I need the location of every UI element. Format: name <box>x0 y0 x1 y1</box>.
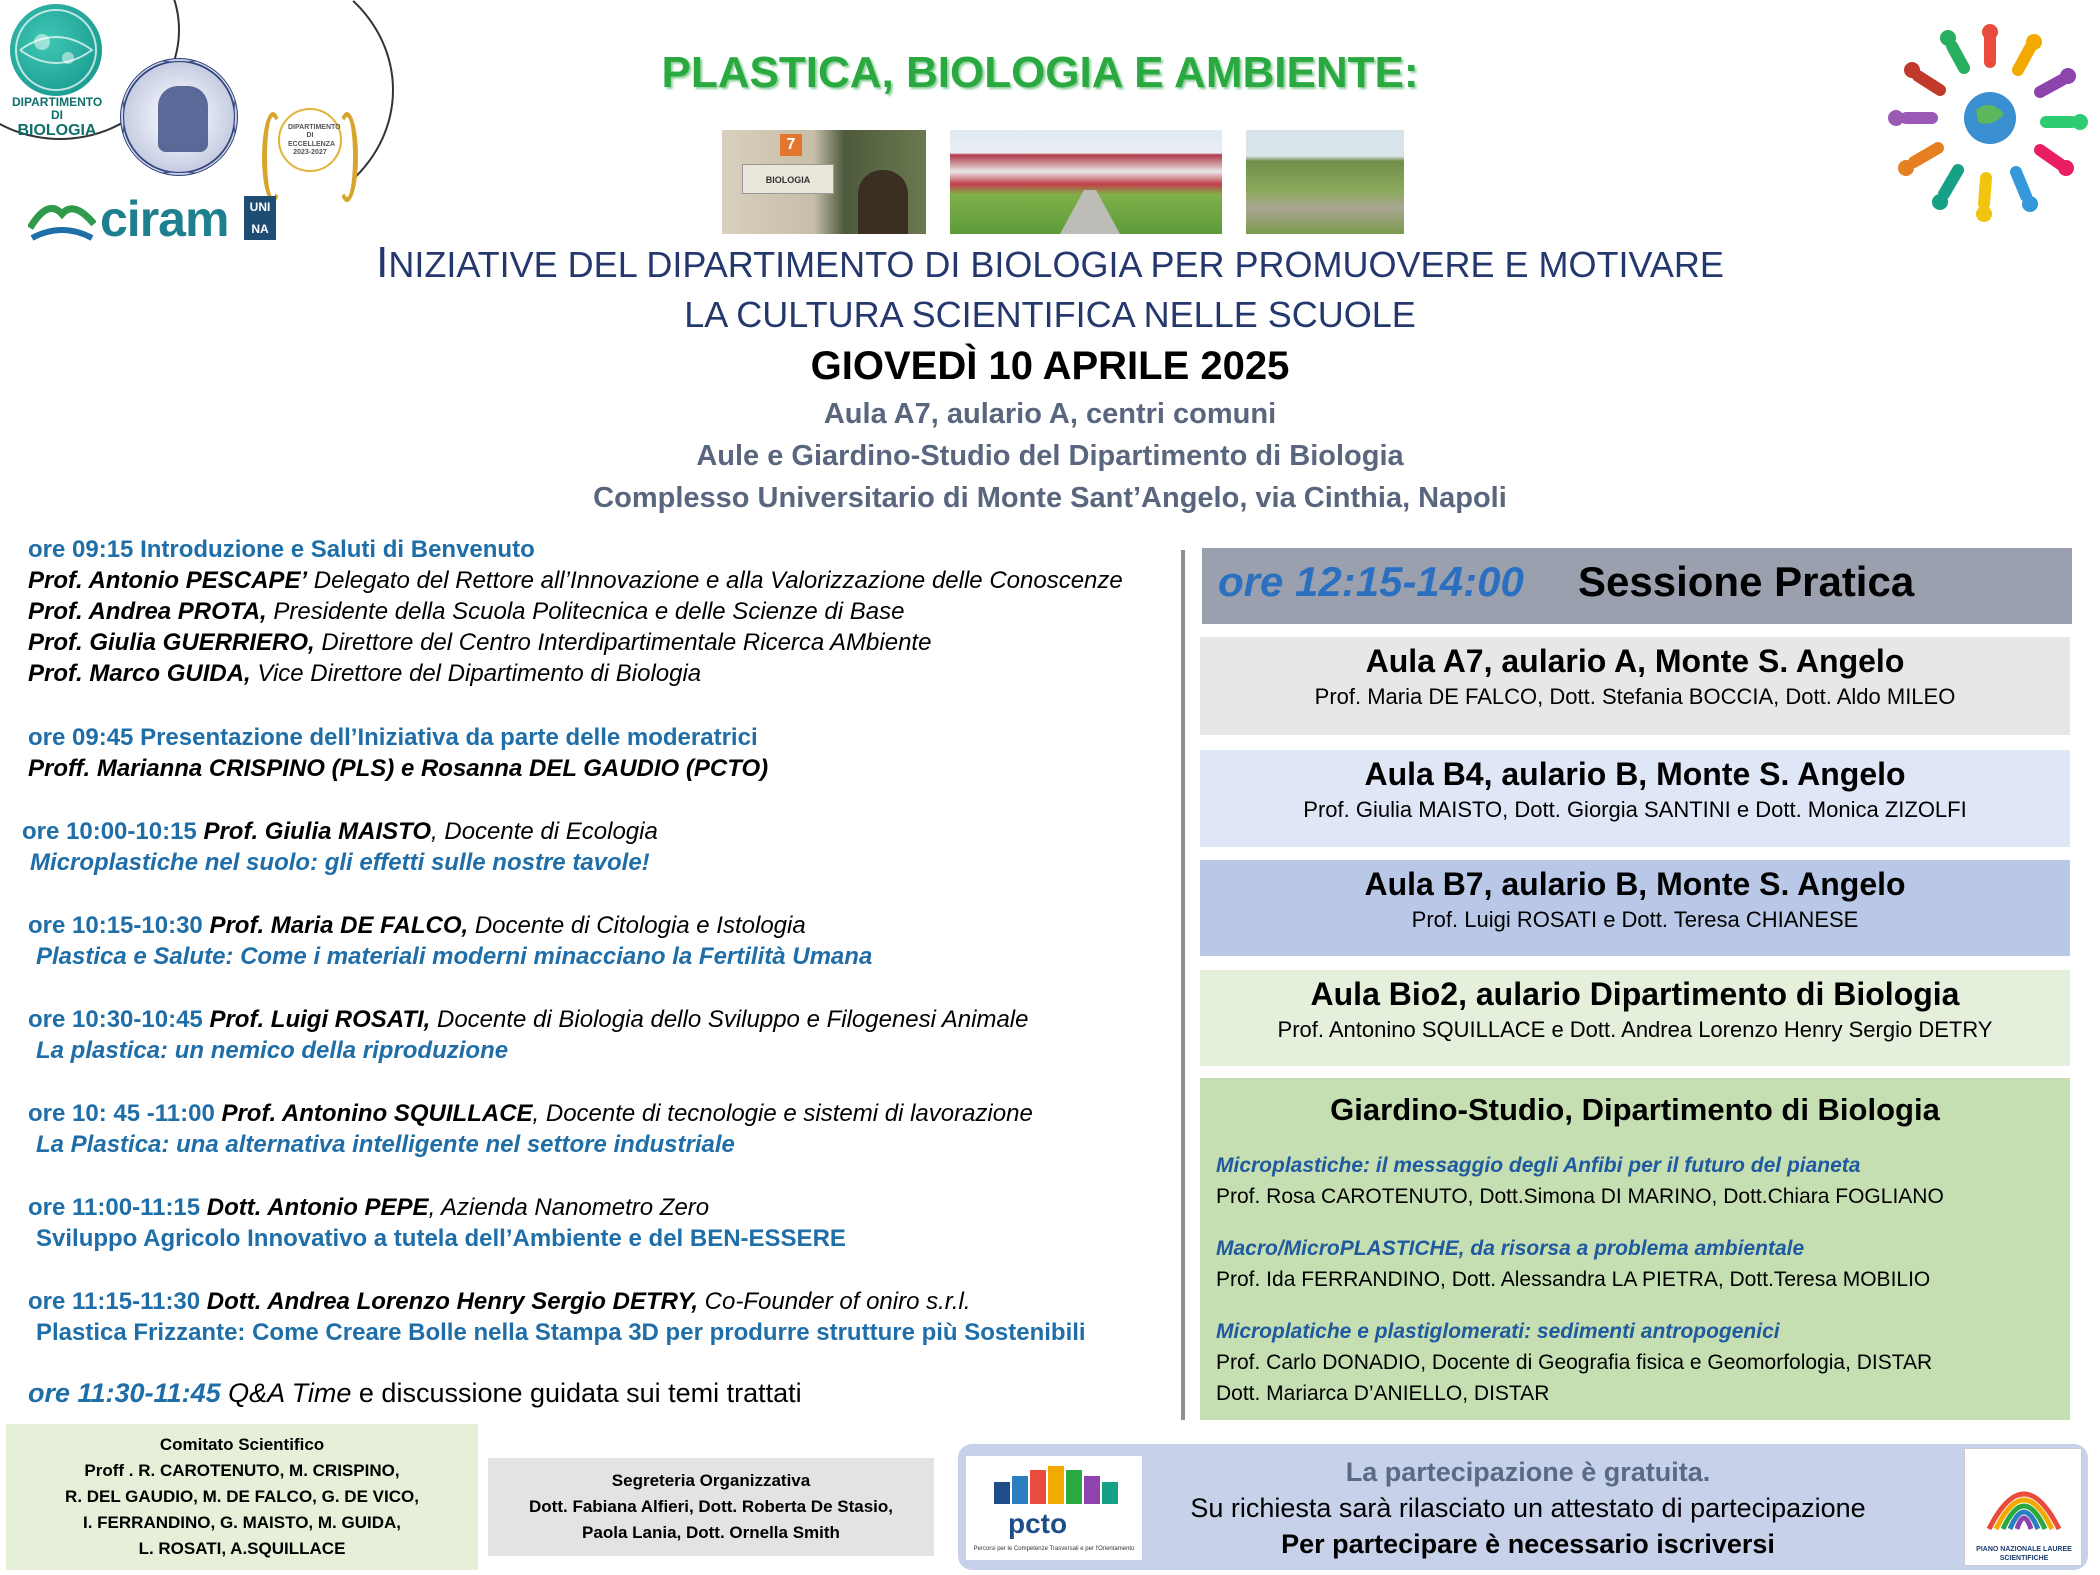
committee-members: R. DEL GAUDIO, M. DE FALCO, G. DE VICO, <box>65 1487 419 1506</box>
speaker-row <box>28 627 1188 658</box>
mur-badge-text: DIPARTIMENTO DI ECCELLENZA 2023-2027 <box>288 124 341 157</box>
room-card <box>1200 750 2070 847</box>
pcto-logo <box>966 1456 1142 1560</box>
activity-people: Prof. Rosa CAROTENUTO, Dott.Simona DI MARINO, Dott.Chiara FOGLIANO <box>1216 1185 1944 1208</box>
campus-buildings-photo <box>950 130 1222 234</box>
organizing-secretariat <box>488 1458 934 1556</box>
pls-rainbow-icon <box>1965 1449 2083 1545</box>
committee-members: I. FERRANDINO, G. MAISTO, M. GUIDA, <box>83 1513 401 1532</box>
talk-role: , Azienda Nanometro Zero <box>428 1194 710 1221</box>
speaker-name: Prof. Andrea PROTA, <box>28 598 267 625</box>
subtitle-initial: I <box>376 238 389 287</box>
speaker-row <box>28 565 1188 596</box>
talk-time: ore 10: 45 -11:00 <box>28 1100 222 1127</box>
pls-tagline: PIANO NAZIONALE LAUREE SCIENTIFICHE <box>1976 1546 2072 1562</box>
room-people: Prof. Giulia MAISTO, Dott. Giorgia SANTINI e Dott. Monica ZIZOLFI <box>1303 797 1967 822</box>
building-sign: BIOLOGIA <box>742 164 834 194</box>
talk-speaker: Prof. Luigi ROSATI, <box>209 1006 431 1033</box>
secretariat-members: Dott. Fabiana Alfieri, Dott. Roberta De Stasio, <box>529 1497 893 1516</box>
certificate-note: Su richiesta sarà rilasciato un attestato di partecipazione <box>1190 1493 1866 1523</box>
room-people: Prof. Luigi ROSATI e Dott. Teresa CHIANESE <box>1411 907 1859 932</box>
talk-speaker: Prof. Giulia MAISTO <box>203 818 432 845</box>
secretariat-heading: Segreteria Organizzativa <box>611 1471 811 1490</box>
talk-role: , Docente di tecnologie e sistemi di lavorazione <box>532 1100 1033 1127</box>
room-name: Aula A7, aulario A, Monte S. Angelo <box>1365 643 1905 679</box>
activity-people: Prof. Carlo DONADIO, Docente di Geografia fisica e Geomorfologia, DISTAR <box>1216 1351 1933 1374</box>
person-figure <box>858 170 908 234</box>
biologia-logo-big: BIOLOGIA <box>17 122 97 140</box>
committee-members: L. ROSATI, A.SQUILLACE <box>138 1539 346 1558</box>
talk-title: La plastica: un nemico della riproduzione <box>36 1037 509 1064</box>
subtitle-line-1-text: NIZIATIVE DEL DIPARTIMENTO DI BIOLOGIA PER PROMUOVERE E MOTIVARE <box>388 244 1724 285</box>
talk-time: ore 10:15-10:30 <box>28 912 210 939</box>
speaker-role: Delegato del Rettore all’Innovazione e alla Valorizzazione delle Conoscenze <box>307 567 1123 594</box>
speaker-name: Prof. Giulia GUERRIERO, <box>28 629 315 656</box>
talk-item <box>28 1286 1188 1348</box>
presentation-time: ore 09:45 Presentazione dell’Iniziativa da parte delle moderatrici <box>28 724 758 751</box>
talk-title: Microplastiche nel suolo: gli effetti sulle nostre tavole! <box>30 849 650 876</box>
children-around-globe-icon <box>1880 18 2100 228</box>
garden-photo <box>1246 130 1404 234</box>
talk-role: Docente di Citologia e Istologia <box>468 912 806 939</box>
pcto-tagline: Percorsi per le Competenze Trasversali e per l'Orientamento <box>973 1546 1135 1552</box>
talk-role: , Docente di Ecologia <box>431 818 658 845</box>
garden-activity <box>1216 1150 2056 1212</box>
unina-badge: UNI NA <box>244 196 276 240</box>
talk-title: Plastica e Salute: Come i materiali moderni minacciano la Fertilità Umana <box>36 943 873 970</box>
garden-name: Giardino-Studio, Dipartimento di Biologia <box>1330 1092 1940 1127</box>
speaker-role: Presidente della Scuola Politecnica e delle Scienze di Base <box>266 598 905 625</box>
talk-speaker: Prof. Antonino SQUILLACE <box>221 1100 533 1127</box>
biologia-logo <box>10 4 102 96</box>
speaker-name: Prof. Marco GUIDA, <box>28 660 251 687</box>
room-name: Aula B4, aulario B, Monte S. Angelo <box>1364 756 1906 792</box>
talk-time: ore 10:00-10:15 <box>22 818 204 845</box>
committee-members: Proff . R. CAROTENUTO, M. CRISPINO, <box>84 1461 400 1480</box>
talk-item <box>28 1098 1188 1160</box>
campus-path <box>1060 190 1120 234</box>
talk-title: Plastica Frizzante: Come Creare Bolle nella Stampa 3D per produrre strutture più Sostenibili <box>36 1319 1086 1346</box>
qa-time: ore 11:30-11:45 <box>28 1378 229 1408</box>
activity-people: Prof. Ida FERRANDINO, Dott. Alessandra LA PIETRA, Dott.Teresa MOBILIO <box>1216 1268 1931 1291</box>
committee-heading: Comitato Scientifico <box>159 1435 325 1454</box>
pcto-bars-icon <box>994 1464 1124 1504</box>
biologia-logo-small: DIPARTIMENTO DI <box>12 95 103 123</box>
program-intro <box>28 534 1188 689</box>
free-participation: La partecipazione è gratuita. <box>1345 1457 1711 1487</box>
talk-speaker: Prof. Maria DE FALCO, <box>209 912 469 939</box>
location-line-3: Complesso Universitario di Monte Sant’Angelo, via Cinthia, Napoli <box>593 482 1507 514</box>
scientific-committee <box>6 1424 478 1570</box>
pls-logo <box>1964 1448 2082 1566</box>
qa-item <box>28 1376 1188 1410</box>
garden-card <box>1200 1078 2070 1420</box>
talk-item <box>28 1004 1188 1066</box>
speaker-name: Prof. Antonio PESCAPE’ <box>28 567 308 594</box>
speaker-role: Vice Direttore del Dipartimento di Biologia <box>250 660 702 687</box>
location-line-1: Aula A7, aulario A, centri comuni <box>823 398 1277 430</box>
biologia-logo-text <box>12 96 102 140</box>
ciram-wordmark: ciram <box>100 191 229 247</box>
info-text <box>1148 1454 1908 1562</box>
talk-time: ore 10:30-10:45 <box>28 1006 210 1033</box>
activity-title: Microplatiche e plastiglomerati: sedimenti antropogenici <box>1216 1320 1780 1343</box>
header-logos <box>0 0 390 260</box>
talk-time: ore 11:00-11:15 <box>28 1194 207 1221</box>
room-people: Prof. Maria DE FALCO, Dott. Stefania BOCCIA, Dott. Aldo MILEO <box>1314 684 1956 709</box>
talk-title: Sviluppo Agricolo Innovativo a tutela dell’Ambiente e del BEN-ESSERE <box>36 1225 846 1252</box>
event-date: GIOVEDÌ 10 APRILE 2025 <box>810 344 1290 388</box>
room-card <box>1200 637 2070 735</box>
session-header <box>1202 548 2072 624</box>
participation-info <box>958 1444 2088 1570</box>
activity-people: Dott. Mariarca D’ANIELLO, DISTAR <box>1216 1382 1550 1405</box>
talk-role: Docente di Biologia dello Sviluppo e Filogenesi Animale <box>430 1006 1029 1033</box>
speaker-role: Direttore del Centro Interdipartimentale Ricerca AMbiente <box>314 629 932 656</box>
speaker-row <box>28 658 1188 689</box>
activity-title: Macro/MicroPLASTICHE, da risorsa a problema ambientale <box>1216 1237 1805 1260</box>
mur-excellence-badge <box>262 102 358 206</box>
room-card <box>1200 860 2070 956</box>
garden-activity <box>1216 1316 2056 1409</box>
mountain-wave-icon <box>28 194 96 244</box>
registration-note: Per partecipare è necessario iscriversi <box>1281 1529 1775 1559</box>
moderators: Proff. Marianna CRISPINO (PLS) e Rosanna DEL GAUDIO (PCTO) <box>28 755 769 782</box>
secretariat-members: Paola Lania, Dott. Ornella Smith <box>582 1523 840 1542</box>
event-title: PLASTICA, BIOLOGIA E AMBIENTE: <box>661 48 1419 97</box>
globe-icon <box>10 4 102 96</box>
talk-speaker: Dott. Antonio PEPE <box>206 1194 429 1221</box>
session-label: Sessione Pratica <box>1578 558 1915 605</box>
subtitle-line-1 <box>200 238 1900 288</box>
speaker-row <box>28 596 1188 627</box>
children-circle-logo <box>1880 18 2100 228</box>
column-divider <box>1181 550 1185 1420</box>
building-sign-photo <box>722 130 926 234</box>
talk-item <box>22 816 1182 878</box>
room-card <box>1200 970 2070 1066</box>
talk-item <box>28 910 1188 972</box>
university-seal <box>120 58 238 176</box>
subtitle-line-2: LA CULTURA SCIENTIFICA NELLE SCUOLE <box>684 294 1416 335</box>
talk-title: La Plastica: una alternativa intelligente nel settore industriale <box>36 1131 735 1158</box>
activity-title: Microplastiche: il messaggio degli Anfibi per il futuro del pianeta <box>1216 1154 1861 1177</box>
seal-figure-icon <box>158 86 208 152</box>
room-people: Prof. Antonino SQUILLACE e Dott. Andrea Lorenzo Henry Sergio DETRY <box>1277 1017 1993 1042</box>
pcto-wordmark: pcto <box>1008 1508 1068 1539</box>
talk-speaker: Dott. Andrea Lorenzo Henry Sergio DETRY, <box>206 1288 698 1315</box>
location-line-2: Aule e Giardino-Studio del Dipartimento di Biologia <box>696 440 1404 472</box>
building-number: 7 <box>780 134 802 156</box>
qa-rest: e discussione guidata sui temi trattati <box>351 1378 802 1408</box>
intro-time: ore 09:15 Introduzione e Saluti di Benvenuto <box>28 536 535 563</box>
qa-label: Q&A Time <box>228 1378 352 1408</box>
room-name: Aula B7, aulario B, Monte S. Angelo <box>1364 866 1906 902</box>
program-presentation <box>28 722 1188 784</box>
session-time: ore 12:15-14:00 <box>1218 558 1524 605</box>
talk-time: ore 11:15-11:30 <box>28 1288 207 1315</box>
garden-activity <box>1216 1233 2056 1295</box>
room-name: Aula Bio2, aulario Dipartimento di Biologia <box>1310 976 1960 1012</box>
talk-item <box>28 1192 1188 1254</box>
talk-role: Co-Founder of oniro s.r.l. <box>698 1288 971 1315</box>
